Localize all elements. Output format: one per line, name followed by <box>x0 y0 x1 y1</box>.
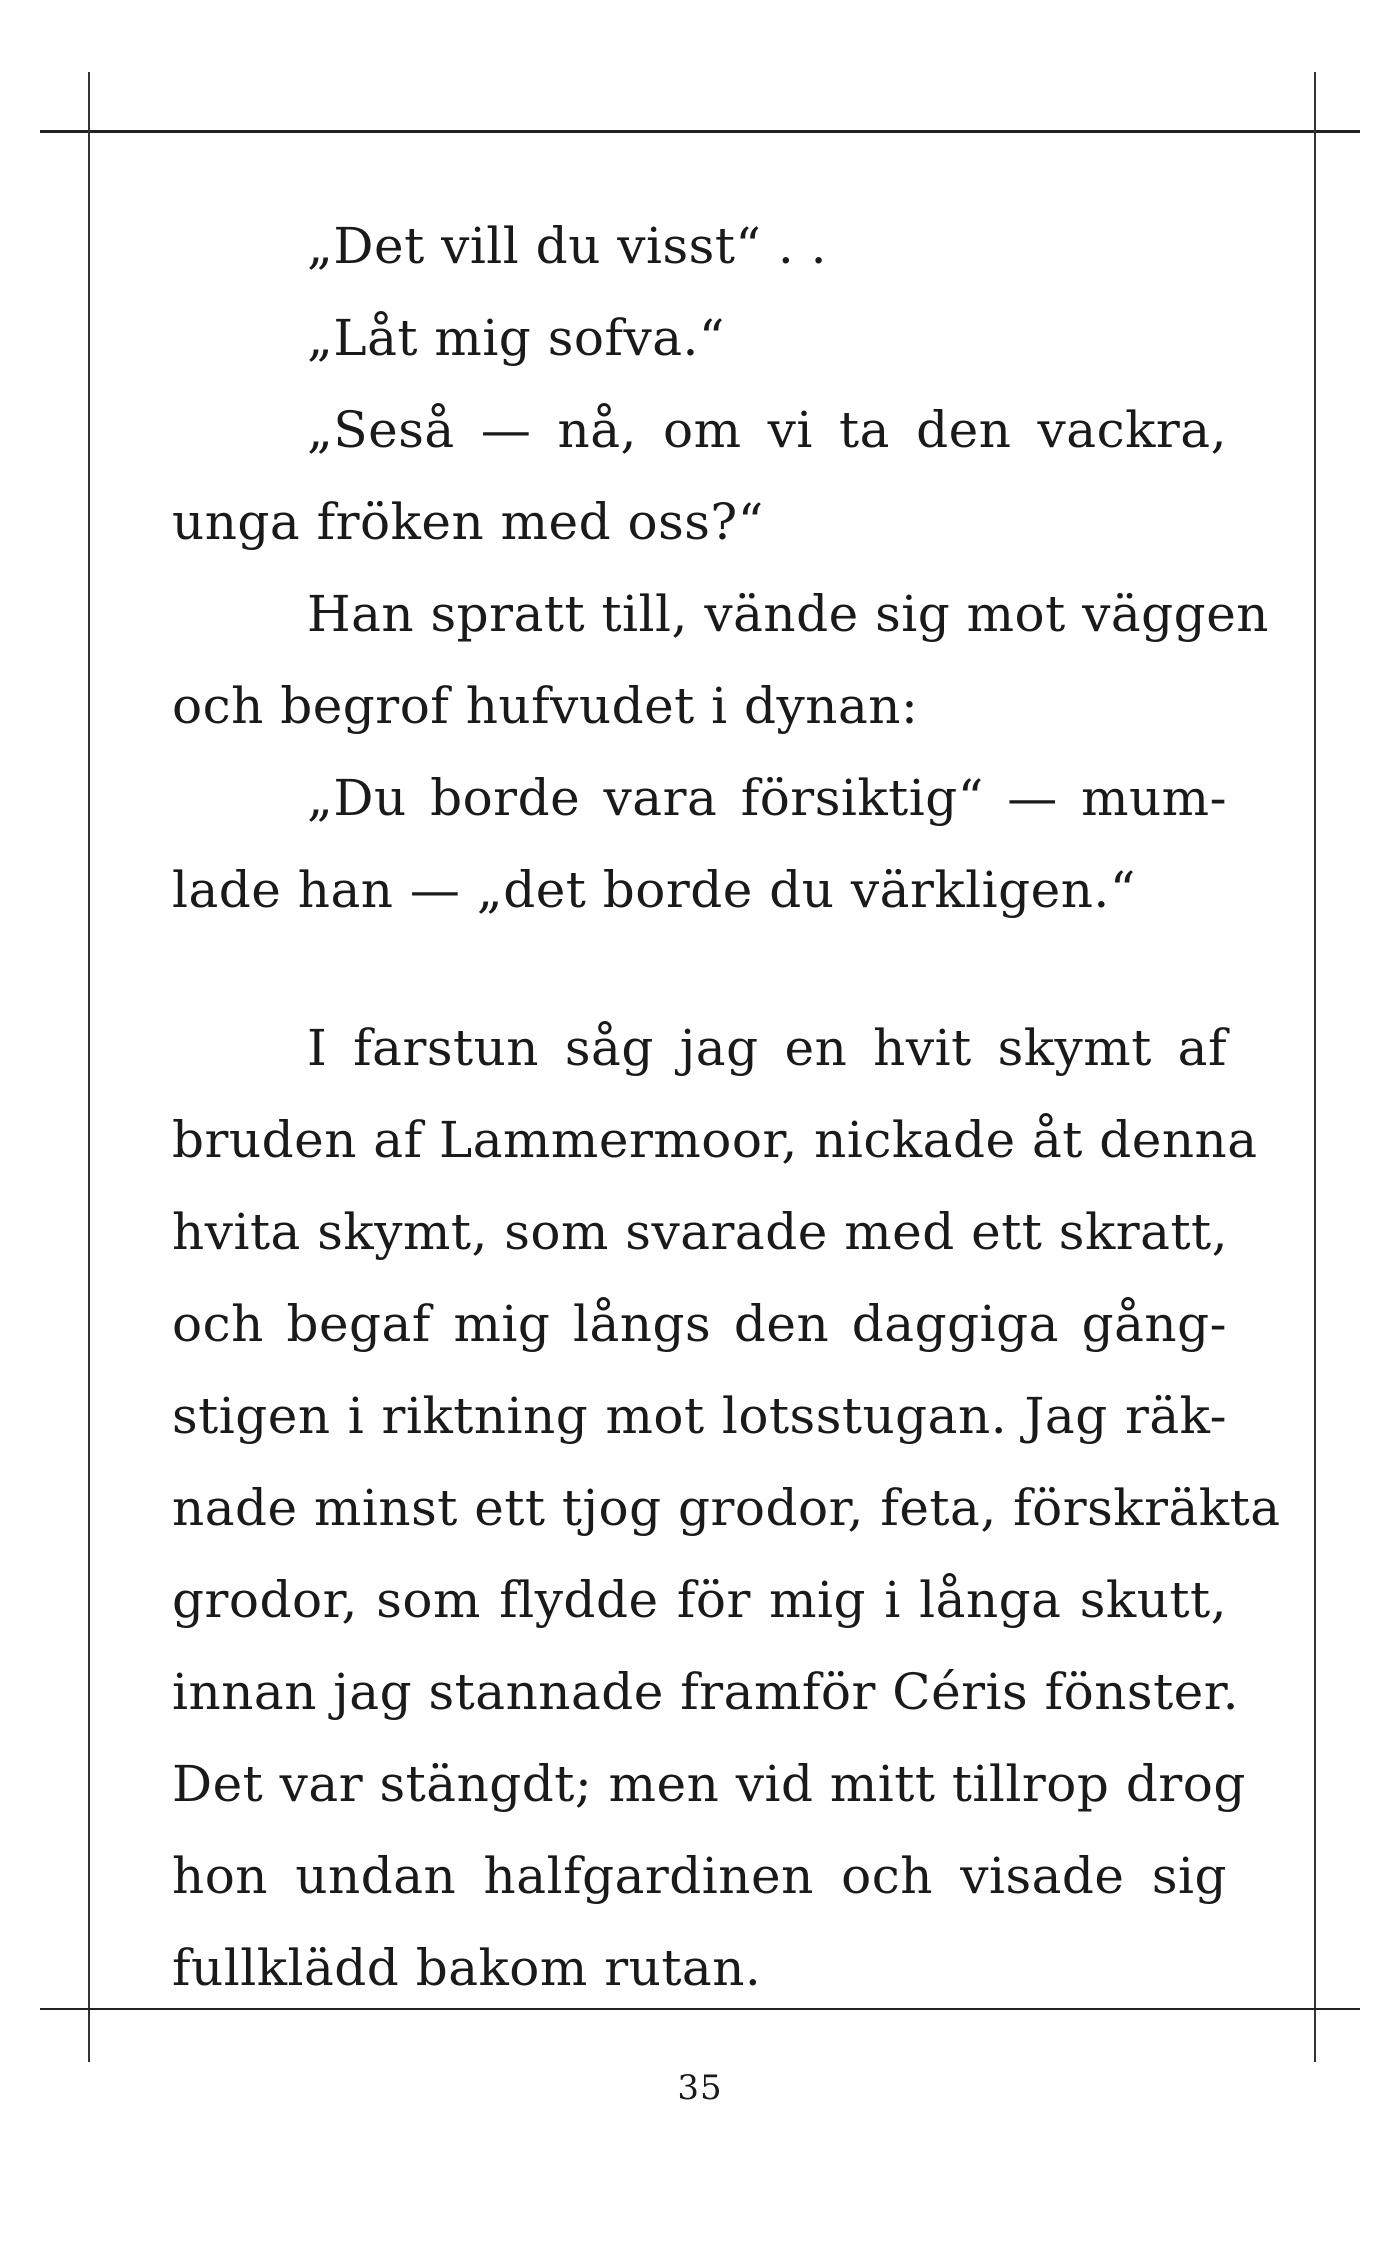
text-line: grodor, som flydde för mig i långa skutt, <box>172 1571 1227 1629</box>
text-line: stigen i riktning mot lotsstugan. Jag räk- <box>172 1387 1227 1445</box>
right-frame-rule <box>1314 72 1316 2062</box>
text-line: hon undan halfgardinen och visade sig <box>172 1847 1227 1905</box>
paragraph-dialogue <box>172 200 1269 936</box>
text-line: nade minst ett tjog grodor, feta, förskräkta <box>172 1479 1281 1537</box>
text-line: „Det vill du visst“ . . <box>307 217 828 275</box>
text-line: „Seså — nå, om vi ta den vackra, <box>307 401 1227 459</box>
text-line: innan jag stannade framför Céris fönster. <box>172 1663 1240 1721</box>
text-line: „Du borde vara försiktig“ — mum- <box>307 769 1227 827</box>
text-line: I farstun såg jag en hvit skymt af <box>307 1019 1227 1077</box>
text-line: lade han — „det borde du värkligen.“ <box>172 861 1136 919</box>
top-rule <box>40 130 1360 133</box>
text-line: hvita skymt, som svarade med ett skratt, <box>172 1203 1229 1261</box>
text-line: och begrof hufvudet i dynan: <box>172 677 919 735</box>
text-line: „Låt mig sofva.“ <box>307 309 725 367</box>
text-line: Han spratt till, vände sig mot väggen <box>307 585 1269 643</box>
text-line: och begaf mig långs den daggiga gång- <box>172 1295 1227 1353</box>
paragraph-narrative <box>172 1002 1281 2014</box>
page-number: 35 <box>677 2068 723 2108</box>
text-block <box>172 200 1281 2014</box>
text-line: bruden af Lammermoor, nickade åt denna <box>172 1111 1258 1169</box>
left-frame-rule <box>88 72 90 2062</box>
paragraph-gap <box>172 936 1227 1002</box>
text-line: fullklädd bakom rutan. <box>172 1939 762 1997</box>
text-line: Det var stängdt; men vid mitt tillrop drog <box>172 1755 1246 1813</box>
text-line: unga fröken med oss?“ <box>172 493 764 551</box>
